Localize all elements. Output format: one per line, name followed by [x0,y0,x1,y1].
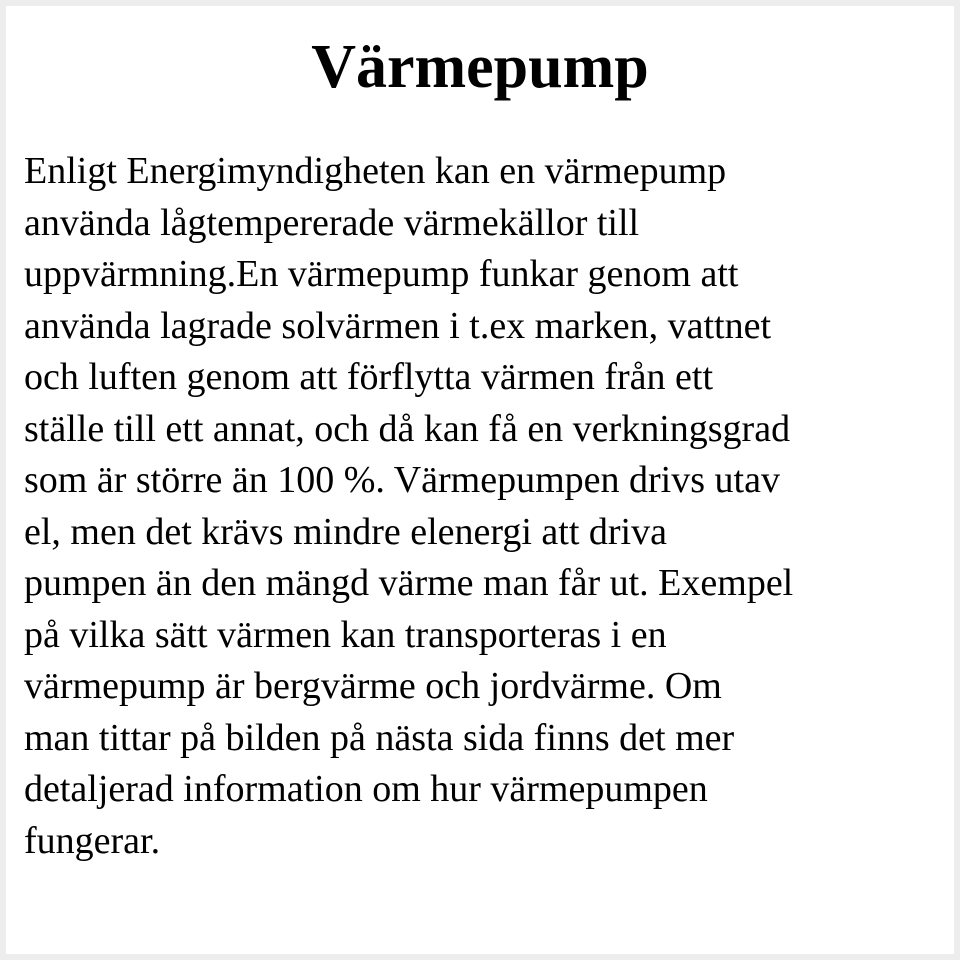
paragraph-line: fungerar. [24,819,161,862]
paragraph-line: el, men det krävs mindre elenergi att driva [24,510,667,553]
paragraph-line: Enligt Energimyndigheten kan en värmepump [24,150,727,192]
paragraph-line: värmepump är bergvärme och jordvärme. Om [24,665,722,707]
page-title: Värmepump [311,33,649,101]
document-page [6,6,954,954]
body-paragraph [24,146,944,867]
paragraph-line: och luften genom att förflytta värmen från ett [24,356,714,398]
paragraph-line: använda lagrade solvärmen i t.ex marken, vattnet [24,304,772,347]
paragraph-line: man tittar på bilden på nästa sida finns det mer [24,716,735,759]
paragraph-line: ställe till ett annat, och då kan få en verkningsgrad [24,407,791,450]
paragraph-line: uppvärmning.En värmepump funkar genom att [24,253,739,295]
paragraph-line: pumpen än den mängd värme man får ut. Exempel [24,562,794,604]
paragraph-line: detaljerad information om hur värmepumpen [24,768,708,810]
paragraph-line: använda lågtempererade värmekällor till [24,201,640,244]
paragraph-line: som är större än 100 %. Värmepumpen drivs utav [24,459,780,501]
paragraph-line: på vilka sätt värmen kan transporteras i en [24,613,667,656]
